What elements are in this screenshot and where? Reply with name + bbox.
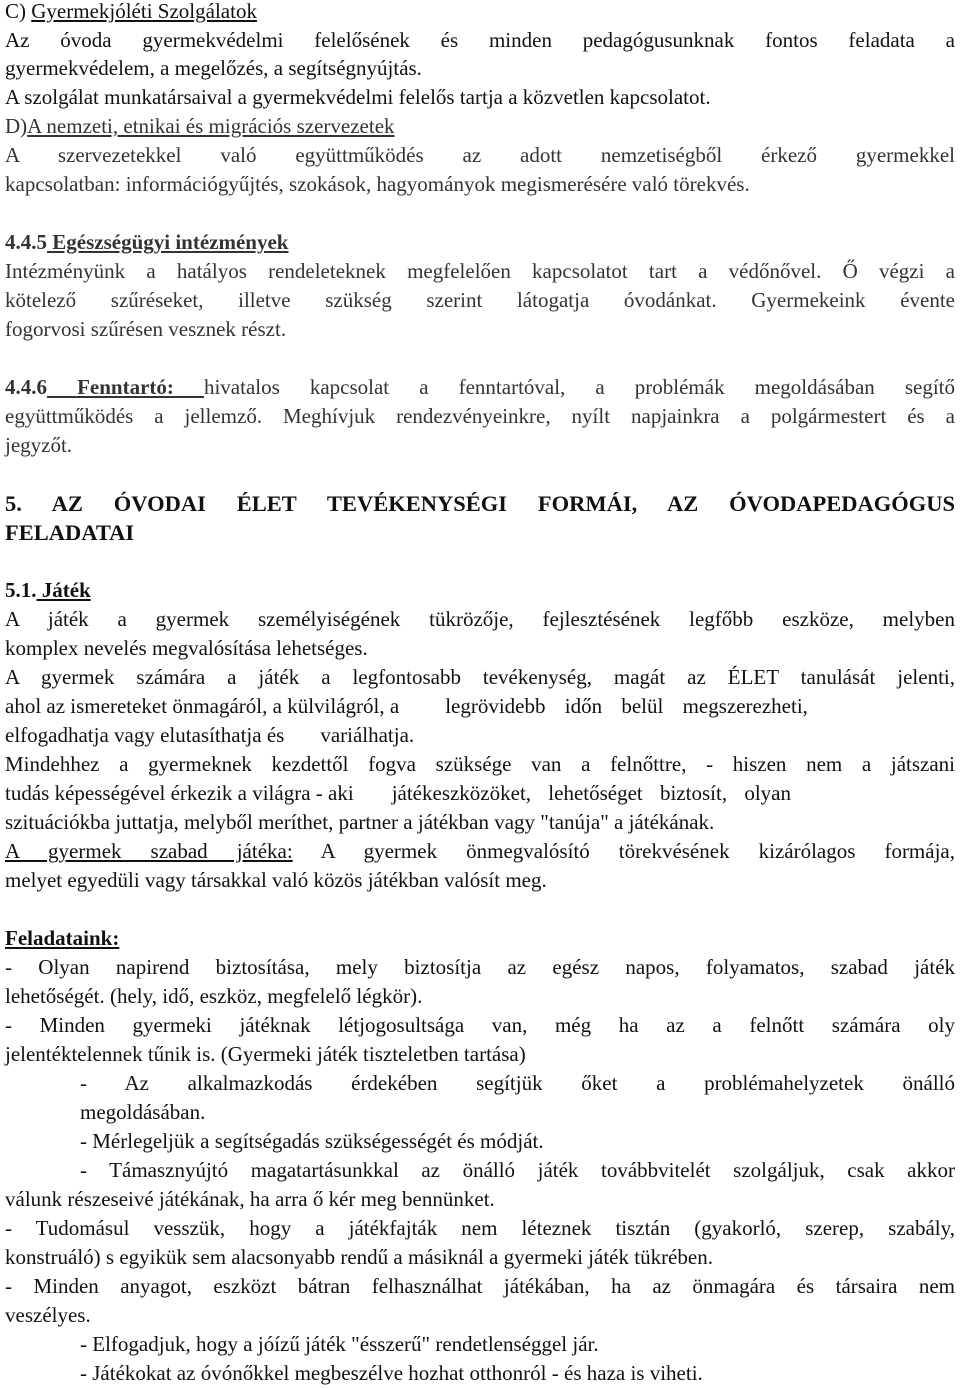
paragraph-2-line-3-b: variálhatja.	[320, 723, 415, 747]
heading-5-1-number: 5.1.	[5, 578, 37, 602]
section-c-text-1: Az óvoda gyermekvédelmi felelősének és minden pedagógusunknak fontos feladata a	[5, 28, 955, 52]
paragraph-2-line-3	[5, 721, 955, 750]
section-d-title: A nemzeti, etnikai és migrációs szervezetek	[27, 114, 395, 138]
section-c-text-2: gyermekvédelem, a megelőzés, a segítségnyújtás.	[5, 56, 422, 80]
task-2-line-1: - Minden gyermeki játéknak létjogosultsága van, még ha az a felnőtt számára oly	[5, 1013, 955, 1037]
task-3-line-1: - Az alkalmazkodás érdekében segítjük őket a problémahelyzetek önálló	[80, 1071, 955, 1095]
paragraph-4-line-1	[5, 837, 955, 866]
paragraph-2-line-2	[5, 692, 955, 721]
tasks-heading: Feladataink:	[5, 926, 120, 950]
paragraph-2-line-1-a: A gyermek számára a játék a legfontosabb tevékenység, magát az ÉLET tanulását	[5, 665, 876, 689]
task-4: - Mérlegeljük a segítségadás szükségességét és módját.	[80, 1129, 544, 1153]
section-d-text-2: kapcsolatban: információgyűjtés, szokások, hagyományok megismerésére való törekvés.	[5, 172, 750, 196]
chapter-5-title-line-1: 5. AZ ÓVODAI ÉLET TEVÉKENYSÉGI FORMÁI, AZ ÓVODAPEDAGÓGUS	[5, 491, 955, 516]
task-8: - Elfogadjuk, hogy a jóízű játék "ésszerű" rendetlenséggel jár.	[80, 1332, 599, 1356]
heading-4-4-5	[5, 228, 955, 257]
paragraph-3-line-2	[5, 779, 955, 808]
section-c-title: Gyermekjóléti Szolgálatok	[31, 0, 257, 23]
paragraph-4-line-1-text: A gyermek önmegvalósító törekvésének kizárólagos formája,	[292, 839, 955, 863]
heading-5-1-title: Játék	[36, 578, 91, 602]
paragraph-2-line-1-b: jelenti,	[897, 665, 956, 689]
task-5-line-2: válunk részeseivé játékának, ha arra ő kér meg bennünket.	[5, 1187, 495, 1211]
section-4-4-5-text-1: Intézményünk a hatályos rendeleteknek megfelelően kapcsolatot tart a védőnővel. Ő végzi a	[5, 259, 955, 283]
paragraph-3-line-2-b: játékeszközöket, lehetőséget biztosít, olyan	[391, 781, 791, 805]
task-1-line-2: lehetőségét. (hely, idő, eszköz, megfelelő légkör).	[5, 984, 423, 1008]
paragraph-2-line-2-b: legrövidebb időn belül megszerezheti,	[445, 694, 808, 718]
paragraph-3-line-3: szituációkba juttatja, melyből meríthet, partner a játékban vagy "tanúja" a játékának.	[5, 810, 715, 834]
heading-4-4-5-title: Egészségügyi intézmények	[47, 230, 289, 254]
section-d-heading	[5, 112, 955, 141]
section-4-4-5-text-3: fogorvosi szűrésen vesznek részt.	[5, 317, 287, 341]
task-6-line-1	[5, 1214, 955, 1243]
heading-4-4-5-number: 4.4.5	[5, 230, 47, 254]
task-3-line-2: megoldásában.	[80, 1100, 206, 1124]
section-4-4-5-text-2: kötelező szűréseket, illetve szükség szerint látogatja óvodánkat. Gyermekeink évente	[5, 288, 955, 312]
paragraph-2-line-2-a: ahol az ismereteket önmagáról, a külvilágról, a	[5, 694, 400, 718]
task-7-line-2: veszélyes.	[5, 1303, 91, 1327]
task-6-line-1-b: szabály,	[888, 1216, 956, 1240]
section-4-4-6-text-1: hivatalos kapcsolat a fenntartóval, a problémák megoldásában segítő	[203, 375, 955, 399]
section-c-prefix: C)	[5, 0, 32, 23]
free-play-label: A gyermek szabad játéka:	[5, 839, 293, 863]
section-d-prefix: D)	[5, 114, 28, 138]
section-4-4-6-text-2: együttműködés a jellemző. Meghívjuk rendezvényeinkre, nyílt napjainkra a polgármestert és a	[5, 404, 955, 428]
paragraph-1-line-2: komplex nevelés megvalósítása lehetséges.	[5, 636, 368, 660]
heading-4-4-6-title: Fenntartó:	[47, 375, 204, 399]
section-c-text-3: A szolgálat munkatársaival a gyermekvédelmi felelős tartja a közvetlen kapcsolatot.	[5, 85, 711, 109]
section-c-heading	[5, 0, 955, 26]
task-6-line-1-a: - Tudomásul vesszük, hogy a játékfajták nem léteznek tisztán (gyakorló, szerep,	[5, 1216, 865, 1240]
paragraph-4-line-2: melyet egyedüli vagy társakkal való közös játékban valósít meg.	[5, 868, 547, 892]
heading-5-1	[5, 576, 955, 605]
task-5-line-1: - Támasznyújtó magatartásunkkal az önálló játék továbbvitelét szolgáljuk, csak akkor	[80, 1158, 955, 1182]
section-d-text-1: A szervezetekkel való együttműködés az adott nemzetiségből érkező gyermekkel	[5, 143, 955, 167]
task-1-line-1-b: játék	[914, 955, 956, 979]
task-9: - Játékokat az óvónőkkel megbeszélve hozhat otthonról - és haza is viheti.	[80, 1361, 703, 1385]
heading-4-4-6-number: 4.4.6	[5, 375, 47, 399]
task-2-line-2: jelentéktelennek tűnik is. (Gyermeki játék tiszteletben tartása)	[5, 1042, 526, 1066]
task-7-line-1: - Minden anyagot, eszközt bátran felhasználhat játékában, ha az önmagára és társaira nem	[5, 1274, 955, 1298]
paragraph-2-line-3-a: elfogadhatja vagy elutasíthatja és	[5, 723, 285, 747]
chapter-5-title-line-2: FELADATAI	[5, 520, 135, 545]
paragraph-3-line-1: Mindehhez a gyermeknek kezdettől fogva szüksége van a felnőttre, - hiszen nem a játszani	[5, 752, 955, 776]
task-1-line-1-a: - Olyan napirend biztosítása, mely biztosítja az egész napos, folyamatos, szabad	[5, 955, 888, 979]
paragraph-3-line-2-a: tudás képességével érkezik a világra - aki	[5, 781, 354, 805]
paragraph-1-line-1: A játék a gyermek személyiségének tükrözője, fejlesztésének legfőbb eszköze, melyben	[5, 607, 955, 631]
task-6-line-2: konstruáló) s egyikük sem alacsonyabb rendű a másiknál a gyermeki játék tükrében.	[5, 1245, 713, 1269]
heading-4-4-6	[5, 373, 955, 402]
paragraph-2-line-1	[5, 663, 955, 692]
task-1-line-1	[5, 953, 955, 982]
section-4-4-6-text-3: jegyzőt.	[5, 433, 73, 457]
